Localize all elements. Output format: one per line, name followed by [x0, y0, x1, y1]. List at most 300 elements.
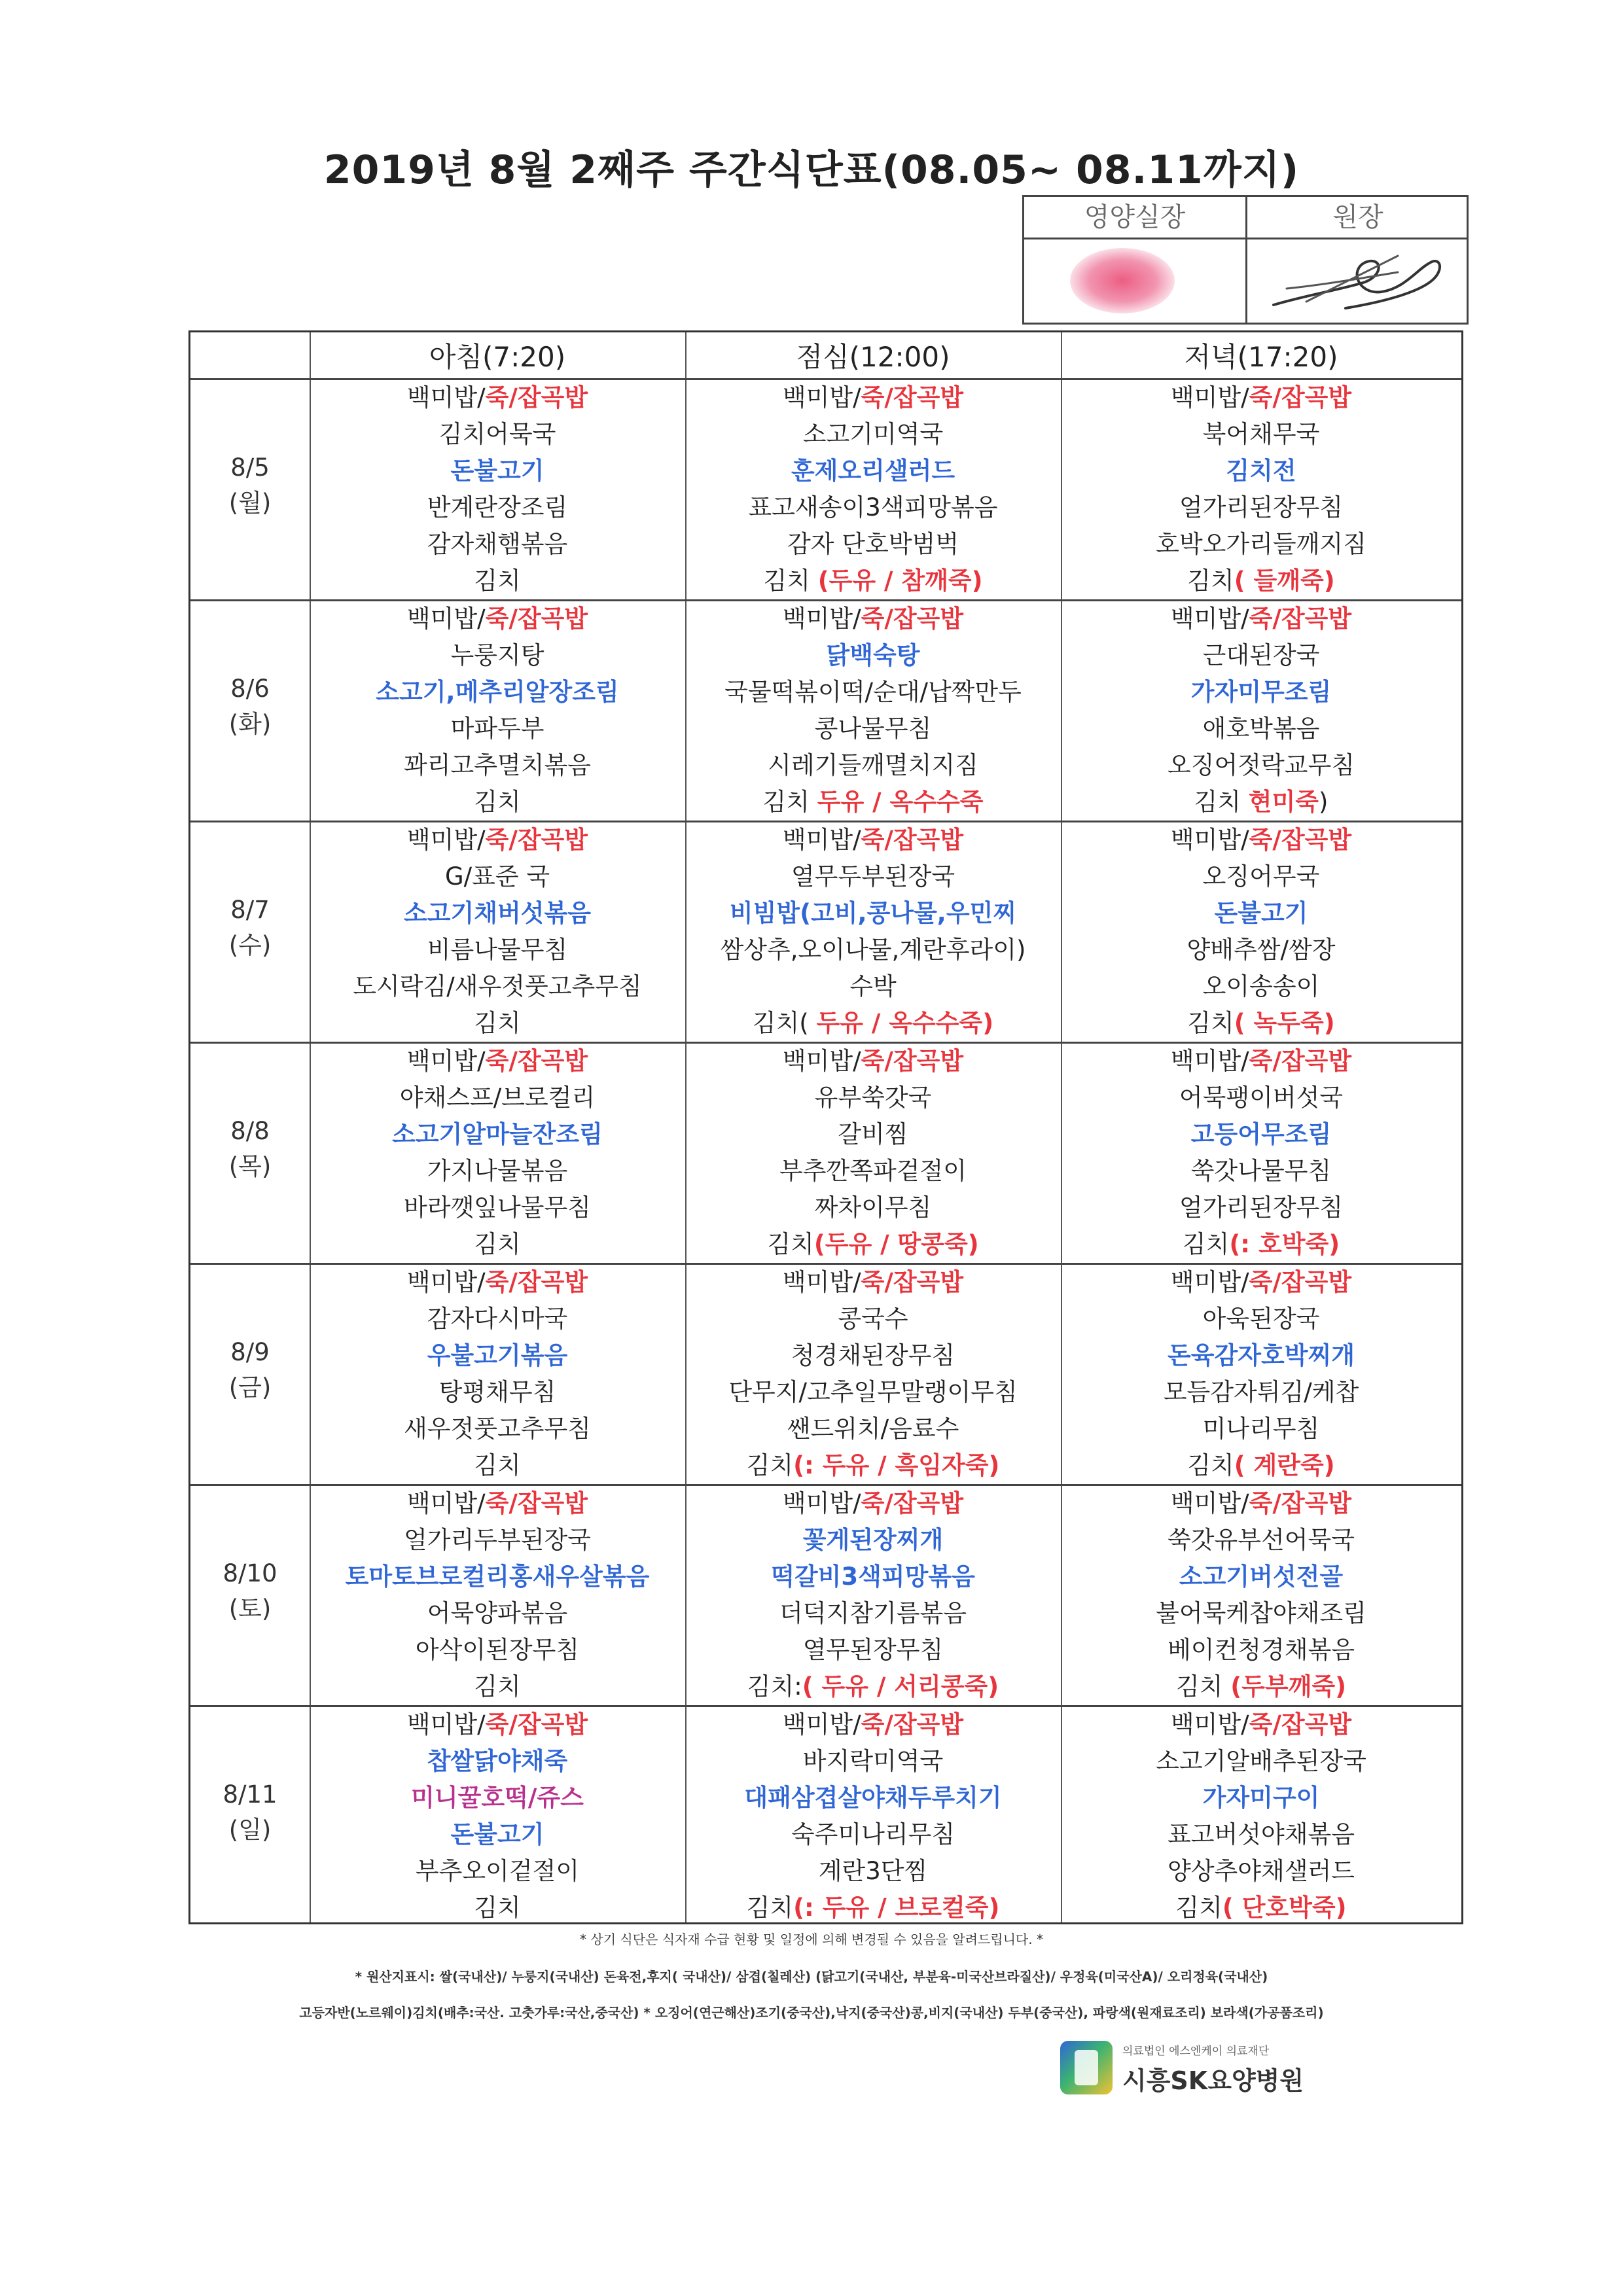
- menu-item: [685, 380, 1061, 416]
- menu-item-text: 죽/잡곡밥: [861, 1268, 964, 1296]
- menu-item-text: 죽/잡곡밥: [861, 1710, 964, 1739]
- menu-item: [1061, 1116, 1461, 1153]
- menu-item-text: 쌘드위치/음료수: [787, 1415, 959, 1443]
- menu-item-text: 돈불고기: [450, 1820, 544, 1848]
- menu-item: [685, 1301, 1061, 1337]
- day-label: [190, 1114, 310, 1184]
- menu-item-text: 김치:: [747, 1672, 802, 1701]
- menu-item: [1061, 674, 1461, 711]
- menu-item: [310, 1153, 685, 1190]
- day-date: 8/7: [230, 896, 270, 924]
- menu-item-text: (: 두유 / 흑임자죽): [793, 1451, 1000, 1479]
- menu-item-text: 백미밥/: [406, 1268, 486, 1296]
- menu-item-text: 어묵양파볶음: [427, 1599, 568, 1627]
- menu-item: [310, 1816, 685, 1853]
- menu-item-text: ( 들깨죽): [1234, 567, 1335, 595]
- menu-item-text: 죽/잡곡밥: [861, 605, 964, 633]
- menu-item-text: (: 두유 / 브로컬죽): [793, 1894, 1000, 1922]
- menu-item: [1061, 1374, 1461, 1411]
- menu-item: [1061, 784, 1461, 821]
- menu-item-text: 백미밥/: [1170, 383, 1249, 412]
- menu-item: [1061, 601, 1461, 637]
- menu-item: [1061, 416, 1461, 453]
- menu-item: [1061, 1706, 1461, 1743]
- menu-item-text: 열무두부된장국: [791, 862, 955, 891]
- menu-item-text: 야채스프/브로컬리: [399, 1084, 596, 1112]
- menu-item-text: 쑥갓유부선어묵국: [1168, 1526, 1355, 1554]
- menu-item: [685, 489, 1061, 526]
- menu-item: [310, 1743, 685, 1780]
- menu-item-text: 김치: [1182, 1230, 1230, 1258]
- breakfast-menu-cell: [310, 1043, 685, 1263]
- menu-item-text: 김치: [1187, 1009, 1234, 1037]
- menu-item: [310, 1080, 685, 1116]
- menu-item-text: 닭백숙탕: [826, 641, 920, 669]
- menu-item: [1061, 858, 1461, 895]
- menu-item-text: 꽈리고추멸치볶음: [404, 751, 591, 779]
- day-label: [190, 892, 310, 963]
- menu-item-text: 두유 / 옥수수죽: [817, 788, 984, 816]
- menu-item-text: 모듬감자튀김/케찹: [1163, 1378, 1359, 1406]
- menu-item-text: 김치: [1187, 1451, 1234, 1479]
- day-label: [190, 450, 310, 521]
- menu-item: [310, 968, 685, 1005]
- hospital-name: 시흥SK요양병원: [1122, 2066, 1304, 2095]
- menu-item: [1061, 1411, 1461, 1447]
- menu-item: [1061, 1816, 1461, 1853]
- menu-item-text: 얼가리된장무침: [1179, 493, 1344, 521]
- menu-item-text: 죽/잡곡밥: [485, 605, 588, 633]
- menu-item: [1061, 1080, 1461, 1116]
- menu-item: [1061, 380, 1461, 416]
- menu-item-text: 누룽지탕: [450, 641, 544, 669]
- menu-item-text: 쑥갓나물무침: [1190, 1157, 1332, 1185]
- menu-item-text: 비빔밥(고비,콩나물,우민찌: [729, 899, 1017, 927]
- menu-item-text: 어묵팽이버섯국: [1179, 1084, 1344, 1112]
- menu-item-text: 열무된장무침: [802, 1636, 944, 1664]
- menu-item: [310, 1780, 685, 1816]
- breakfast-menu-cell: [310, 822, 685, 1042]
- menu-item-text: 백미밥/: [406, 383, 486, 412]
- menu-item: [1061, 895, 1461, 932]
- menu-item-text: 계란3단찜: [818, 1857, 928, 1885]
- menu-item-text: 소고기버섯전골: [1179, 1563, 1344, 1591]
- menu-item-text: 토마토브로컬리홍새우살볶음: [345, 1563, 650, 1591]
- menu-item-text: 백미밥/: [1170, 826, 1249, 854]
- menu-item-text: 미니꿀호떡/쥬스: [411, 1784, 584, 1812]
- menu-item-text: 북어채무국: [1202, 420, 1320, 448]
- menu-item-text: 김치: [474, 1894, 521, 1922]
- menu-item-text: 국물떡볶이떡/순대/납짝만두: [724, 678, 1022, 706]
- menu-item: [1061, 453, 1461, 489]
- menu-item-text: 김치: [474, 567, 521, 595]
- menu-item-text: 소고기알마늘잔조림: [392, 1120, 603, 1148]
- menu-item-text: 김치: [746, 1451, 794, 1479]
- menu-item-text: 김치: [767, 1230, 814, 1258]
- menu-item-text: 오징어젓락교무침: [1168, 751, 1355, 779]
- menu-item-text: 죽/잡곡밥: [861, 826, 964, 854]
- dinner-menu-cell: [1061, 1043, 1461, 1263]
- menu-item-text: 백미밥/: [406, 1047, 486, 1075]
- breakfast-menu-cell: [310, 1264, 685, 1484]
- menu-item: [685, 1264, 1061, 1301]
- menu-item-text: 마파두부: [450, 715, 544, 743]
- menu-item-text: ): [1319, 788, 1329, 816]
- menu-item: [685, 1447, 1061, 1484]
- menu-item-text: 김치: [474, 1672, 521, 1701]
- menu-item: [310, 1264, 685, 1301]
- menu-item-text: 죽/잡곡밥: [485, 1047, 588, 1075]
- menu-item: [1061, 1005, 1461, 1042]
- menu-item: [685, 563, 1061, 599]
- menu-item-text: 숙주미나리무침: [791, 1820, 955, 1848]
- breakfast-menu-cell: [310, 1485, 685, 1705]
- dinner-menu-cell: [1061, 1485, 1461, 1705]
- menu-item: [310, 1447, 685, 1484]
- menu-item-text: 소고기미역국: [802, 420, 944, 448]
- menu-item: [310, 1116, 685, 1153]
- menu-item: [310, 637, 685, 674]
- menu-item-text: 돈육감자호박찌개: [1168, 1341, 1355, 1369]
- menu-item: [1061, 1226, 1461, 1263]
- menu-item-text: 탕평채무침: [438, 1378, 556, 1406]
- hospital-logo-icon: [1060, 2041, 1113, 2094]
- dinner-menu-cell: [1061, 1264, 1461, 1484]
- menu-item-text: 찹쌀닭야채죽: [427, 1747, 568, 1775]
- menu-item: [685, 968, 1061, 1005]
- dinner-menu-cell: [1061, 380, 1461, 599]
- hospital-foundation: 의료법인 에스엔케이 의료재단: [1122, 2045, 1270, 2058]
- menu-item: [310, 895, 685, 932]
- menu-item-text: 호박오가리들깨지짐: [1156, 530, 1366, 558]
- menu-item: [310, 711, 685, 747]
- menu-item-text: 불어묵케찹야채조림: [1156, 1599, 1366, 1627]
- menu-item: [310, 1374, 685, 1411]
- menu-item-text: 두유 / 옥수수죽): [816, 1009, 994, 1037]
- menu-item: [685, 1816, 1061, 1853]
- menu-item: [1061, 1559, 1461, 1595]
- approval-nutrition-label: 영양실장: [1024, 197, 1245, 239]
- menu-item-text: 아삭이된장무침: [415, 1636, 580, 1664]
- menu-item: [1061, 1595, 1461, 1632]
- menu-item: [685, 1116, 1061, 1153]
- menu-item-text: 백미밥/: [782, 1047, 861, 1075]
- menu-item-text: 김치: [1175, 1894, 1222, 1922]
- menu-item-text: (두유 / 땅콩죽): [813, 1230, 979, 1258]
- menu-item-text: 단무지/고추일무말랭이무침: [728, 1378, 1018, 1406]
- menu-item-text: 돈불고기: [450, 457, 544, 485]
- menu-item-text: 바라깻잎나물무침: [404, 1193, 591, 1222]
- hospital-logo: [1060, 2038, 1322, 2100]
- menu-item-text: 죽/잡곡밥: [1249, 826, 1352, 854]
- menu-item: [310, 747, 685, 784]
- menu-item-text: 부추오이겉절이: [415, 1857, 580, 1885]
- menu-item: [685, 1043, 1061, 1080]
- menu-item-text: 죽/잡곡밥: [861, 383, 964, 412]
- menu-item: [310, 932, 685, 968]
- menu-item-text: 김치: [474, 1451, 521, 1479]
- menu-item: [685, 1190, 1061, 1226]
- header-dinner: 저녁(17:20): [1184, 341, 1338, 373]
- menu-item-text: 백미밥/: [1170, 1489, 1249, 1517]
- menu-item-text: 꽃게된장찌개: [802, 1526, 944, 1554]
- menu-item-text: 죽/잡곡밥: [861, 1047, 964, 1075]
- day-weekday: (목): [228, 1152, 272, 1180]
- dinner-menu-cell: [1061, 601, 1461, 821]
- menu-item: [685, 1522, 1061, 1559]
- menu-item-text: 백미밥/: [406, 1489, 486, 1517]
- menu-item-text: 양배추쌈/쌈장: [1186, 936, 1336, 964]
- menu-item: [310, 526, 685, 563]
- menu-item: [1061, 1043, 1461, 1080]
- menu-item: [310, 1632, 685, 1669]
- menu-item-text: 죽/잡곡밥: [485, 1489, 588, 1517]
- menu-item: [685, 895, 1061, 932]
- menu-item-text: 가자미무조림: [1190, 678, 1332, 706]
- menu-item-text: ( 녹두죽): [1234, 1009, 1335, 1037]
- menu-item-text: 얼가리두부된장국: [404, 1526, 591, 1554]
- menu-item-text: 백미밥/: [406, 1710, 486, 1739]
- menu-item-text: 백미밥/: [782, 1268, 861, 1296]
- menu-item: [310, 1226, 685, 1263]
- menu-item-text: 죽/잡곡밥: [485, 826, 588, 854]
- day-weekday: (수): [228, 931, 272, 959]
- menu-item: [310, 1890, 685, 1926]
- menu-item-text: 죽/잡곡밥: [1249, 1489, 1352, 1517]
- lunch-menu-cell: [685, 1706, 1061, 1926]
- menu-item-text: 감자 단호박범벅: [787, 530, 959, 558]
- menu-item: [310, 489, 685, 526]
- menu-item-text: 쌈상추,오이나물,계란후라이): [720, 936, 1026, 964]
- menu-item: [685, 1226, 1061, 1263]
- menu-item-text: 김치: [763, 567, 818, 595]
- menu-item: [310, 1043, 685, 1080]
- menu-item: [310, 1853, 685, 1890]
- dinner-menu-cell: [1061, 1706, 1461, 1926]
- menu-item: [1061, 1337, 1461, 1374]
- menu-item-text: 도시락김/새우젓풋고추무침: [353, 972, 642, 1000]
- menu-item: [685, 711, 1061, 747]
- breakfast-menu-cell: [310, 1706, 685, 1926]
- menu-item: [685, 932, 1061, 968]
- menu-item-text: 반계란장조림: [427, 493, 568, 521]
- lunch-menu-cell: [685, 601, 1061, 821]
- menu-item-text: ( 단호박죽): [1222, 1894, 1347, 1922]
- menu-item-text: 가자미구이: [1202, 1784, 1320, 1812]
- menu-item-text: 김치(: [752, 1009, 817, 1037]
- approval-director-label: 원장: [1247, 197, 1469, 239]
- day-label: [190, 1777, 310, 1848]
- menu-item-text: 백미밥/: [782, 605, 861, 633]
- approval-nutrition: [1024, 197, 1245, 323]
- menu-item-text: 백미밥/: [1170, 1268, 1249, 1296]
- menu-item: [310, 416, 685, 453]
- menu-item: [310, 601, 685, 637]
- dinner-menu-cell: [1061, 822, 1461, 1042]
- menu-item-text: 백미밥/: [782, 1710, 861, 1739]
- menu-item: [685, 674, 1061, 711]
- menu-item: [685, 1743, 1061, 1780]
- menu-item: [1061, 1264, 1461, 1301]
- menu-item-text: 소고기,메추리알장조림: [376, 678, 619, 706]
- menu-item-text: 표고새송이3색피망볶음: [748, 493, 998, 521]
- day-date: 8/11: [223, 1780, 277, 1809]
- origin-text-2: 고등자반(노르웨이)김치(배추:국산. 고춧가루:국산,중국산) * 오징어(연근해산)조기(중국산),낙지(중국산)콩,비지(국내산) 두부(중국산), 파랑색(원재료조리) 보라색(가공품조리): [299, 2005, 1324, 2021]
- menu-item: [685, 1411, 1061, 1447]
- menu-item-text: 콩나물무침: [814, 715, 932, 743]
- menu-item: [1061, 1447, 1461, 1484]
- menu-item-text: 백미밥/: [406, 605, 486, 633]
- menu-item: [310, 453, 685, 489]
- menu-item: [1061, 1890, 1461, 1926]
- menu-item: [310, 1301, 685, 1337]
- menu-item-text: 비름나물무침: [427, 936, 568, 964]
- red-seal-stamp: [1070, 248, 1175, 313]
- menu-item-text: 감자채햄볶음: [427, 530, 568, 558]
- menu-item: [685, 1559, 1061, 1595]
- menu-item: [685, 1005, 1061, 1042]
- menu-item: [685, 1374, 1061, 1411]
- menu-item-text: 훈제오리샐러드: [791, 457, 955, 485]
- menu-item-text: 김치: [474, 1009, 521, 1037]
- day-date: 8/9: [230, 1338, 270, 1366]
- breakfast-menu-cell: [310, 601, 685, 821]
- menu-item-text: 김치전: [1226, 457, 1296, 485]
- lunch-menu-cell: [685, 822, 1061, 1042]
- day-weekday: (금): [228, 1373, 272, 1402]
- menu-item: [685, 1080, 1061, 1116]
- menu-item: [685, 1706, 1061, 1743]
- menu-item: [685, 1485, 1061, 1522]
- menu-item-text: 백미밥/: [782, 383, 861, 412]
- menu-item-text: 죽/잡곡밥: [1249, 1710, 1352, 1739]
- menu-item-text: 김치: [1194, 788, 1249, 816]
- menu-item: [685, 601, 1061, 637]
- menu-item: [310, 674, 685, 711]
- page-title: 2019년 8월 2째주 주간식단표(08.05~ 08.11까지): [323, 147, 1300, 193]
- menu-item-text: 백미밥/: [1170, 1710, 1249, 1739]
- menu-item-text: 죽/잡곡밥: [485, 1710, 588, 1739]
- menu-item: [310, 1190, 685, 1226]
- day-date: 8/8: [230, 1117, 270, 1145]
- menu-item-text: 현미죽: [1248, 788, 1319, 816]
- origin-text-1: * 원산지표시: 쌀(국내산)/ 누룽지(국내산) 돈육전,후지( 국내산)/ 삼겹(칠레산) (닭고기(국내산, 부분육-미국산브라질산)/ 우정육(미국산A)/ 오리정육(국내산): [355, 1969, 1268, 1985]
- header-lunch: 점심(12:00): [796, 341, 950, 373]
- menu-item-text: 김치어묵국: [438, 420, 556, 448]
- menu-item: [1061, 1301, 1461, 1337]
- menu-item: [1061, 563, 1461, 599]
- menu-item: [1061, 1853, 1461, 1890]
- menu-item: [310, 784, 685, 821]
- menu-item: [310, 822, 685, 858]
- menu-item: [1061, 1190, 1461, 1226]
- menu-item-text: 김치: [746, 1894, 794, 1922]
- day-label: [190, 671, 310, 742]
- menu-item-text: 가지나물볶음: [427, 1157, 568, 1185]
- menu-item-text: 감자다시마국: [427, 1305, 568, 1333]
- lunch-menu-cell: [685, 1043, 1061, 1263]
- menu-item-text: 소고기채버섯볶음: [404, 899, 591, 927]
- menu-item-text: (: 호박죽): [1229, 1230, 1340, 1258]
- menu-item-text: 근대된장국: [1202, 641, 1320, 669]
- menu-item-text: 백미밥/: [782, 1489, 861, 1517]
- menu-item-text: 바지락미역국: [802, 1747, 944, 1775]
- menu-item: [685, 1853, 1061, 1890]
- menu-item: [1061, 1632, 1461, 1669]
- menu-item: [685, 1669, 1061, 1705]
- day-label: [190, 1556, 310, 1627]
- menu-item: [685, 1780, 1061, 1816]
- menu-item-text: 더덕지참기름볶음: [779, 1599, 967, 1627]
- notice-text: * 상기 식단은 식자재 수급 현황 및 일정에 의해 변경될 수 있음을 알려드립니다. *: [580, 1932, 1043, 1947]
- menu-item: [310, 1411, 685, 1447]
- menu-item: [1061, 747, 1461, 784]
- menu-item-text: 김치: [474, 788, 521, 816]
- menu-item-text: 돈불고기: [1214, 899, 1308, 927]
- menu-item-text: 부추깐쪽파겉절이: [779, 1157, 967, 1185]
- menu-item: [685, 822, 1061, 858]
- menu-item: [310, 563, 685, 599]
- menu-item-text: 아욱된장국: [1202, 1305, 1320, 1333]
- day-date: 8/6: [230, 675, 270, 703]
- menu-item: [685, 1632, 1061, 1669]
- menu-item-text: 백미밥/: [782, 826, 861, 854]
- menu-item: [1061, 822, 1461, 858]
- menu-item: [310, 1669, 685, 1705]
- menu-item: [685, 1595, 1061, 1632]
- menu-item-text: 김치: [474, 1230, 521, 1258]
- menu-item: [310, 1005, 685, 1042]
- day-date: 8/10: [223, 1559, 277, 1587]
- menu-item-text: 대패삼겹살야채두루치기: [744, 1784, 1002, 1812]
- menu-item-text: 새우젓풋고추무침: [404, 1415, 591, 1443]
- menu-item: [310, 1485, 685, 1522]
- menu-item: [685, 416, 1061, 453]
- menu-item-text: 애호박볶음: [1202, 715, 1320, 743]
- menu-item-text: (두유 / 참깨죽): [817, 567, 983, 595]
- menu-item: [310, 1559, 685, 1595]
- menu-item-text: 고등어무조림: [1190, 1120, 1332, 1148]
- menu-item-text: 양상추야채샐러드: [1168, 1857, 1355, 1885]
- menu-item: [1061, 1669, 1461, 1705]
- menu-item-text: ( 두유 / 서리콩죽): [802, 1672, 999, 1701]
- menu-item: [685, 526, 1061, 563]
- menu-item-text: 오이송송이: [1202, 972, 1320, 1000]
- menu-item: [1061, 968, 1461, 1005]
- menu-item-text: 콩국수: [838, 1305, 908, 1333]
- menu-item: [685, 1153, 1061, 1190]
- menu-item-text: 죽/잡곡밥: [1249, 1047, 1352, 1075]
- signature-image: [1267, 243, 1457, 315]
- day-weekday: (화): [228, 710, 272, 738]
- menu-item: [1061, 1743, 1461, 1780]
- menu-item-text: 우불고기볶음: [427, 1341, 568, 1369]
- day-weekday: (일): [228, 1816, 272, 1844]
- menu-item: [310, 858, 685, 895]
- menu-item-text: 백미밥/: [1170, 1047, 1249, 1075]
- menu-item-text: 죽/잡곡밥: [1249, 605, 1352, 633]
- menu-item: [310, 1706, 685, 1743]
- menu-item: [1061, 526, 1461, 563]
- menu-item-text: 청경채된장무침: [791, 1341, 955, 1369]
- menu-item-text: ( 계란죽): [1234, 1451, 1335, 1479]
- header-breakfast: 아침(7:20): [429, 341, 566, 373]
- menu-item-text: (두부깨죽): [1230, 1672, 1347, 1701]
- menu-item: [685, 747, 1061, 784]
- day-weekday: (토): [228, 1595, 272, 1623]
- menu-item: [1061, 1485, 1461, 1522]
- menu-item-text: 오징어무국: [1202, 862, 1320, 891]
